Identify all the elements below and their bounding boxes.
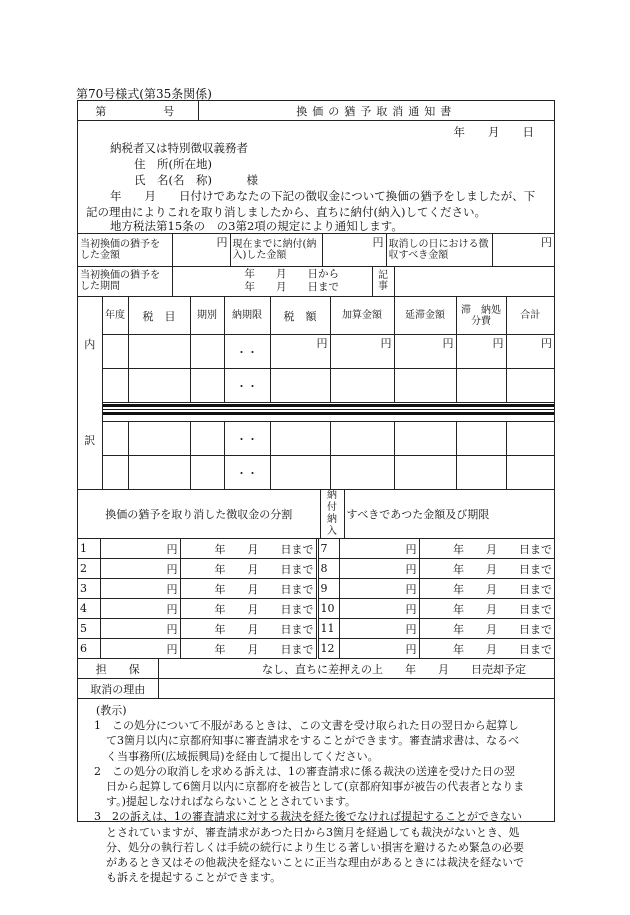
split-row	[78, 579, 554, 599]
due-amount-label: 取消しの日における徴収すべき金額	[386, 234, 492, 266]
header-tax-item: 税 目	[128, 297, 190, 335]
table-row	[78, 456, 554, 490]
side-label-2: 訳	[84, 434, 96, 447]
yen-unit: 円	[456, 335, 506, 369]
memo-label: 記事	[372, 267, 394, 297]
name-line: 氏 名(名 称) 様	[134, 173, 258, 187]
installment-yen: 円	[100, 579, 180, 599]
period-range	[172, 267, 372, 297]
installment-deadline: 年 月 日まで	[419, 539, 554, 559]
installment-yen: 円	[100, 599, 180, 619]
paid-amount-label: 現在までに納付(納入)した金額	[230, 234, 322, 266]
due-dots: ・・	[224, 369, 270, 403]
detail-table	[78, 297, 554, 490]
period-label: 当初換価の猶予をした期間	[78, 267, 172, 297]
split-row	[78, 559, 554, 579]
installment-number: 3	[78, 579, 100, 599]
split-row	[78, 619, 554, 639]
reason-value	[158, 679, 554, 699]
installment-deadline: 年 月 日まで	[180, 579, 317, 599]
date-line: 年 月 日	[453, 125, 534, 139]
header-surcharge: 加算金額	[330, 297, 394, 335]
reason-label: 取消の理由	[78, 679, 158, 699]
note-1a: 1 この処分について不服があるときは、この文書を受け取られた日の翌日から起算し	[94, 719, 519, 733]
header-period: 期別	[190, 297, 224, 335]
split-title-2: すべきであつた金額及び期限	[344, 490, 554, 539]
installment-number: 11	[317, 619, 339, 639]
installment-yen: 円	[339, 579, 419, 599]
due-dots: ・・	[224, 456, 270, 490]
installment-deadline: 年 月 日まで	[419, 619, 554, 639]
installment-yen: 円	[100, 539, 180, 559]
document-title: 換価の猶予取消通知書	[198, 101, 554, 121]
yen-unit: 円	[506, 335, 554, 369]
note-2c: す。)提起しなければならないこととされています。	[106, 795, 357, 809]
installment-number: 6	[78, 639, 100, 659]
installment-number: 5	[78, 619, 100, 639]
due-dots: ・・	[224, 422, 270, 456]
installment-number: 10	[317, 599, 339, 619]
initial-amount-value: 円	[172, 234, 230, 266]
installment-yen: 円	[339, 539, 419, 559]
addressee-type: 納税者又は特別徴収義務者	[110, 141, 248, 155]
note-3a: 3 2の訴えは、1の審査請求に対する裁決を経た後でなければ提起することができない	[94, 810, 522, 824]
installment-number: 2	[78, 559, 100, 579]
installment-yen: 円	[339, 599, 419, 619]
collateral-text: なし、直ちに差押えの上 年 月 日売却予定	[158, 659, 554, 679]
paid-amount-value: 円	[322, 234, 386, 266]
installment-deadline: 年 月 日まで	[180, 639, 317, 659]
address-line: 住 所(所在地)	[134, 157, 212, 171]
initial-amount-label: 当初換価の猶予をした金額	[78, 234, 172, 266]
installment-number: 9	[317, 579, 339, 599]
ellipsis-divider	[78, 403, 554, 422]
table-row	[78, 335, 554, 369]
title-row	[78, 101, 554, 121]
split-pay-label: 納付納入	[320, 490, 344, 539]
period-to: 年 月 日まで	[244, 281, 339, 294]
notes-heading: (教示)	[96, 704, 127, 717]
installment-deadline: 年 月 日まで	[180, 599, 317, 619]
installment-number: 1	[78, 539, 100, 559]
note-2a: 2 この処分の取消しを求める訴えは、1の審査請求に係る裁決の送達を受けた日の翌	[94, 764, 515, 778]
form-number: 第70号様式(第35条関係)	[76, 87, 212, 101]
installment-deadline: 年 月 日まで	[419, 599, 554, 619]
header-tax-amount: 税 額	[270, 297, 330, 335]
collateral-label: 担 保	[78, 659, 158, 679]
instructions	[78, 699, 554, 885]
amounts-table	[78, 234, 554, 267]
yen-unit: 円	[330, 335, 394, 369]
installment-yen: 円	[100, 559, 180, 579]
note-3d: があるとき又はその他裁決を経ないことに正当な理由があるときには裁決を経ないで	[106, 856, 524, 870]
note-2b: 日から起算して6箇月以内に京都府を被告として(京都府知事が被告の代表者となりま	[106, 780, 525, 794]
header-due-date: 納期限	[224, 297, 270, 335]
split-row	[78, 599, 554, 619]
installment-number: 12	[317, 639, 339, 659]
installment-number: 8	[317, 559, 339, 579]
period-table	[78, 267, 554, 298]
note-3e: も訴えを提起することができます。	[106, 871, 282, 885]
installment-number: 4	[78, 599, 100, 619]
notice-form	[77, 100, 555, 885]
installment-deadline: 年 月 日まで	[180, 619, 317, 639]
yen-unit: 円	[394, 335, 456, 369]
split-row	[78, 539, 554, 559]
installment-yen: 円	[100, 639, 180, 659]
table-row	[78, 369, 554, 403]
note-1c: く当事務所(広域振興局)を経由して提出してください。	[106, 749, 379, 763]
due-dots: ・・	[224, 335, 270, 369]
body-paragraph-1: 年 月 日付けであなたの下記の徴収金について換価の猶予をしましたが、下	[110, 189, 536, 203]
number-label: 第 号	[78, 101, 198, 121]
header-year: 年度	[102, 297, 128, 335]
header-disposition-cost: 滞 納処分費	[456, 297, 506, 335]
header-delinquency: 延滞金額	[394, 297, 456, 335]
collateral-table	[78, 659, 554, 699]
split-title: 換価の猶予を取り消した徴収金の分割	[78, 490, 320, 539]
split-row	[78, 639, 554, 659]
body-paragraph-3: 地方税法第15条の の3第2項の規定により通知します。	[110, 219, 403, 233]
yen-unit: 円	[270, 335, 330, 369]
due-amount-value: 円	[492, 234, 554, 266]
body-paragraph-2: 記の理由によりこれを取り消しましたから、直ちに納付(納入)してください。	[86, 205, 486, 219]
installment-deadline: 年 月 日まで	[419, 639, 554, 659]
installment-deadline: 年 月 日まで	[180, 539, 317, 559]
memo-value	[394, 267, 554, 297]
note-3b: とされていますが、審査請求があつた日から3箇月を経過しても裁決がないとき、処	[106, 825, 520, 839]
installment-yen: 円	[339, 559, 419, 579]
installment-yen: 円	[100, 619, 180, 639]
split-header	[78, 490, 554, 539]
installment-deadline: 年 月 日まで	[419, 559, 554, 579]
note-1b: て3箇月以内に京都府知事に審査請求をすることができます。審査請求書は、なるべ	[106, 734, 520, 748]
header-total: 合計	[506, 297, 554, 335]
installment-yen: 円	[339, 639, 419, 659]
split-table	[78, 539, 554, 659]
installment-deadline: 年 月 日まで	[180, 559, 317, 579]
installment-number: 7	[317, 539, 339, 559]
installment-deadline: 年 月 日まで	[419, 579, 554, 599]
period-from: 年 月 日から	[244, 268, 339, 281]
note-3c: 分、処分の執行若しくは手続の続行により生じる著しい損害を避けるため緊急の必要	[106, 840, 524, 854]
detail-side-label	[78, 297, 102, 490]
body-block	[78, 121, 554, 234]
installment-yen: 円	[339, 619, 419, 639]
table-row	[78, 422, 554, 456]
side-label-1: 内	[84, 338, 96, 351]
